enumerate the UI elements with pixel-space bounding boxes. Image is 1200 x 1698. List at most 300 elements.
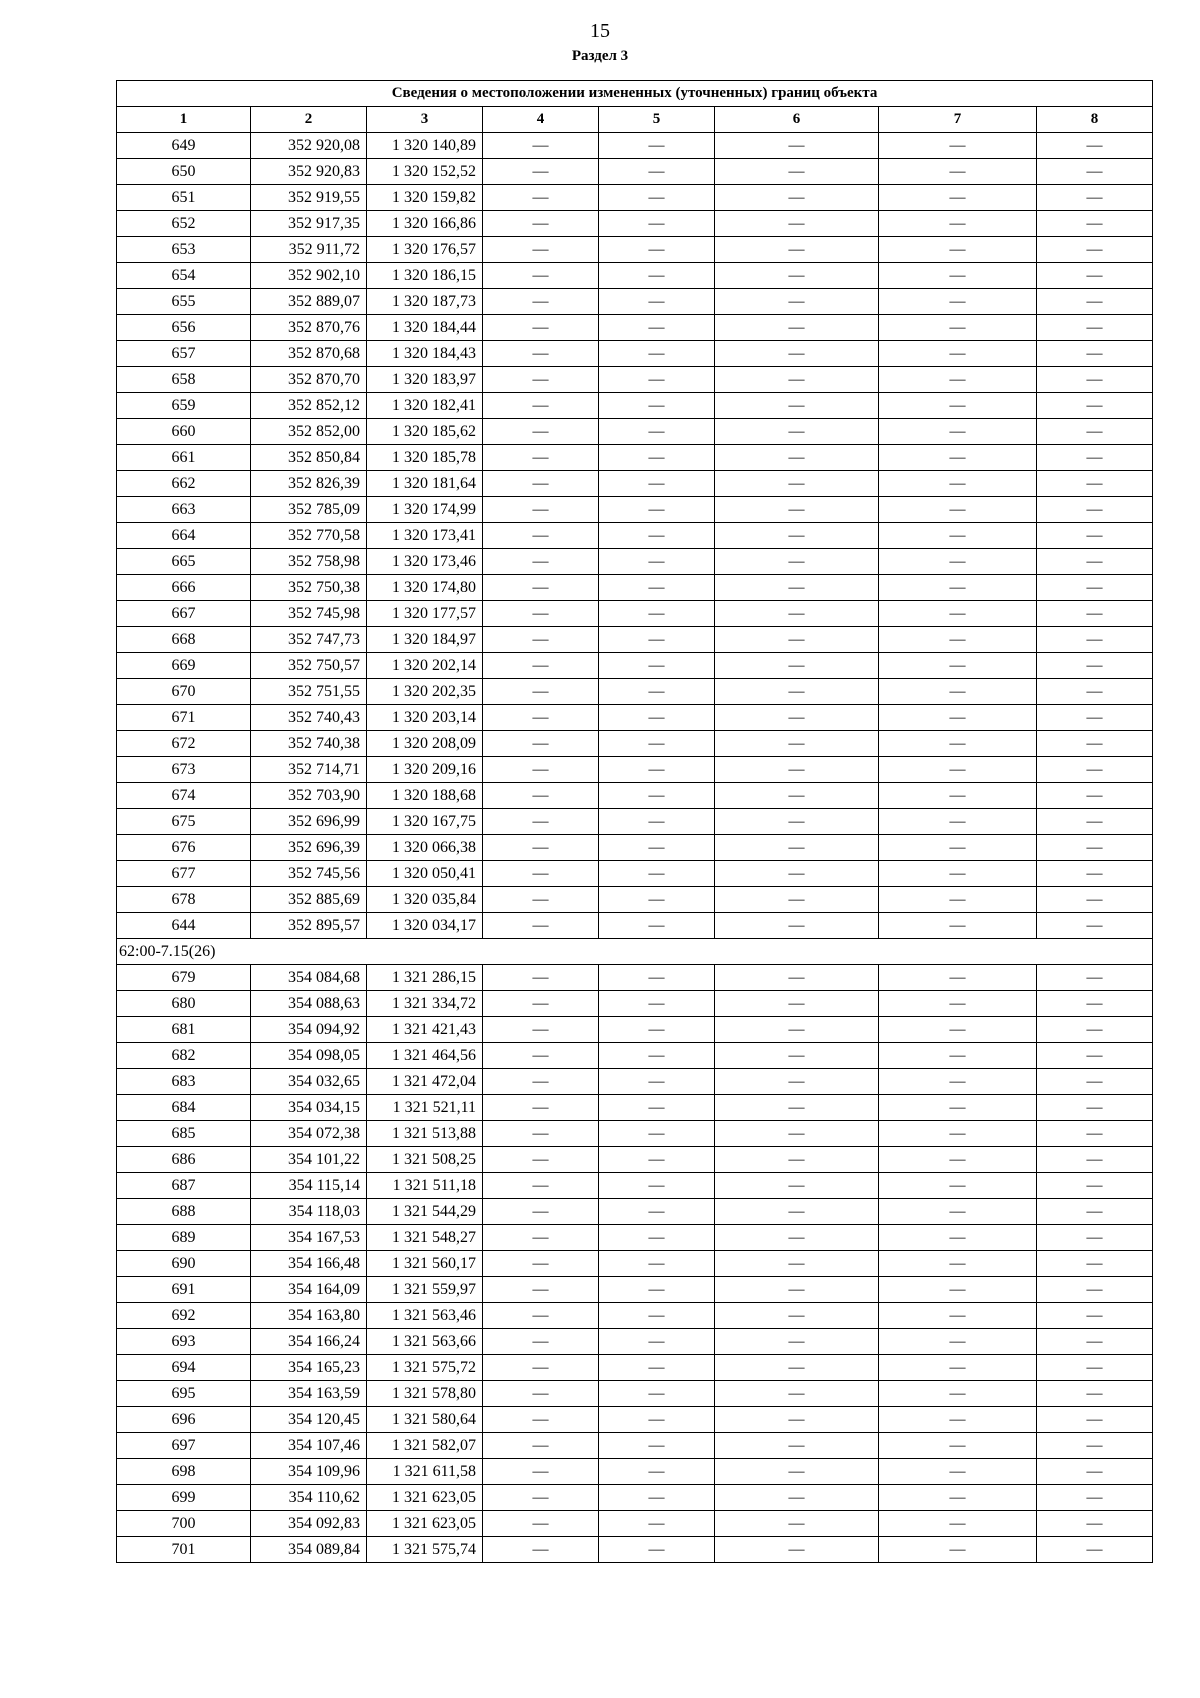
dash-cell: — (483, 679, 599, 705)
y-coordinate-cell: 1 320 050,41 (367, 861, 483, 887)
dash-cell: — (879, 237, 1037, 263)
dash-cell: — (715, 1355, 879, 1381)
dash-cell: — (483, 809, 599, 835)
dash-cell: — (599, 289, 715, 315)
point-number-cell: 662 (117, 471, 251, 497)
y-coordinate-cell: 1 320 140,89 (367, 133, 483, 159)
dash-cell: — (483, 1277, 599, 1303)
dash-cell: — (1037, 1407, 1153, 1433)
point-number-cell: 653 (117, 237, 251, 263)
x-coordinate-cell: 352 870,76 (251, 315, 367, 341)
x-coordinate-cell: 354 098,05 (251, 1043, 367, 1069)
x-coordinate-cell: 352 750,38 (251, 575, 367, 601)
dash-cell: — (599, 1017, 715, 1043)
y-coordinate-cell: 1 320 202,14 (367, 653, 483, 679)
table-row (117, 315, 1153, 341)
dash-cell: — (483, 1199, 599, 1225)
point-number-cell: 660 (117, 419, 251, 445)
dash-cell: — (483, 1537, 599, 1563)
dash-cell: — (715, 1095, 879, 1121)
table-row (117, 1251, 1153, 1277)
x-coordinate-cell: 352 919,55 (251, 185, 367, 211)
dash-cell: — (1037, 575, 1153, 601)
dash-cell: — (879, 1511, 1037, 1537)
dash-cell: — (879, 627, 1037, 653)
point-number-cell: 680 (117, 991, 251, 1017)
dash-cell: — (483, 523, 599, 549)
dash-cell: — (715, 1407, 879, 1433)
dash-cell: — (715, 1069, 879, 1095)
x-coordinate-cell: 354 072,38 (251, 1121, 367, 1147)
dash-cell: — (879, 1277, 1037, 1303)
y-coordinate-cell: 1 320 185,78 (367, 445, 483, 471)
y-coordinate-cell: 1 320 174,80 (367, 575, 483, 601)
dash-cell: — (879, 1199, 1037, 1225)
dash-cell: — (483, 757, 599, 783)
x-coordinate-cell: 354 115,14 (251, 1173, 367, 1199)
dash-cell: — (483, 1069, 599, 1095)
dash-cell: — (483, 315, 599, 341)
dash-cell: — (1037, 1303, 1153, 1329)
table-row (117, 1095, 1153, 1121)
dash-cell: — (483, 133, 599, 159)
point-number-cell: 696 (117, 1407, 251, 1433)
dash-cell: — (1037, 263, 1153, 289)
dash-cell: — (1037, 1069, 1153, 1095)
dash-cell: — (599, 809, 715, 835)
dash-cell: — (1037, 835, 1153, 861)
dash-cell: — (599, 1459, 715, 1485)
dash-cell: — (879, 835, 1037, 861)
dash-cell: — (483, 601, 599, 627)
y-coordinate-cell: 1 321 560,17 (367, 1251, 483, 1277)
dash-cell: — (1037, 1381, 1153, 1407)
dash-cell: — (483, 367, 599, 393)
dash-cell: — (599, 1303, 715, 1329)
dash-cell: — (715, 1277, 879, 1303)
dash-cell: — (715, 237, 879, 263)
dash-cell: — (715, 393, 879, 419)
x-coordinate-cell: 354 163,59 (251, 1381, 367, 1407)
x-coordinate-cell: 352 850,84 (251, 445, 367, 471)
table-row (117, 1355, 1153, 1381)
table-row (117, 1199, 1153, 1225)
dash-cell: — (1037, 419, 1153, 445)
dash-cell: — (1037, 237, 1153, 263)
table-row (117, 809, 1153, 835)
point-number-cell: 682 (117, 1043, 251, 1069)
y-coordinate-cell: 1 321 548,27 (367, 1225, 483, 1251)
dash-cell: — (599, 679, 715, 705)
table-row (117, 783, 1153, 809)
point-number-cell: 654 (117, 263, 251, 289)
dash-cell: — (1037, 211, 1153, 237)
x-coordinate-cell: 352 770,58 (251, 523, 367, 549)
y-coordinate-cell: 1 320 176,57 (367, 237, 483, 263)
dash-cell: — (1037, 133, 1153, 159)
dash-cell: — (483, 289, 599, 315)
dash-cell: — (879, 549, 1037, 575)
x-coordinate-cell: 352 785,09 (251, 497, 367, 523)
dash-cell: — (879, 1355, 1037, 1381)
dash-cell: — (599, 1251, 715, 1277)
dash-cell: — (715, 1225, 879, 1251)
point-number-cell: 659 (117, 393, 251, 419)
dash-cell: — (483, 549, 599, 575)
dash-cell: — (1037, 1225, 1153, 1251)
table-row (117, 1329, 1153, 1355)
dash-cell: — (483, 1043, 599, 1069)
x-coordinate-cell: 354 089,84 (251, 1537, 367, 1563)
dash-cell: — (483, 419, 599, 445)
dash-cell: — (879, 1303, 1037, 1329)
dash-cell: — (715, 913, 879, 939)
section-row (117, 939, 1153, 965)
dash-cell: — (483, 393, 599, 419)
y-coordinate-cell: 1 321 575,74 (367, 1537, 483, 1563)
dash-cell: — (483, 1329, 599, 1355)
x-coordinate-cell: 352 870,68 (251, 341, 367, 367)
table-row (117, 341, 1153, 367)
dash-cell: — (1037, 549, 1153, 575)
dash-cell: — (1037, 731, 1153, 757)
dash-cell: — (879, 367, 1037, 393)
point-number-cell: 676 (117, 835, 251, 861)
dash-cell: — (879, 1173, 1037, 1199)
table-row (117, 367, 1153, 393)
point-number-cell: 655 (117, 289, 251, 315)
dash-cell: — (1037, 497, 1153, 523)
y-coordinate-cell: 1 320 152,52 (367, 159, 483, 185)
dash-cell: — (1037, 601, 1153, 627)
y-coordinate-cell: 1 320 188,68 (367, 783, 483, 809)
dash-cell: — (483, 731, 599, 757)
y-coordinate-cell: 1 320 166,86 (367, 211, 483, 237)
dash-cell: — (879, 705, 1037, 731)
dash-cell: — (599, 627, 715, 653)
dash-cell: — (715, 523, 879, 549)
column-header: 4 (483, 107, 599, 133)
dash-cell: — (599, 991, 715, 1017)
table-row (117, 1225, 1153, 1251)
x-coordinate-cell: 352 745,56 (251, 861, 367, 887)
dash-cell: — (483, 159, 599, 185)
table-row (117, 289, 1153, 315)
x-coordinate-cell: 354 166,24 (251, 1329, 367, 1355)
x-coordinate-cell: 354 165,23 (251, 1355, 367, 1381)
point-number-cell: 687 (117, 1173, 251, 1199)
dash-cell: — (715, 627, 879, 653)
dash-cell: — (715, 705, 879, 731)
dash-cell: — (879, 419, 1037, 445)
table-row (117, 991, 1153, 1017)
table-title-row (117, 81, 1153, 107)
point-number-cell: 688 (117, 1199, 251, 1225)
dash-cell: — (879, 211, 1037, 237)
point-number-cell: 658 (117, 367, 251, 393)
table-row (117, 419, 1153, 445)
dash-cell: — (1037, 1173, 1153, 1199)
dash-cell: — (599, 1511, 715, 1537)
point-number-cell: 663 (117, 497, 251, 523)
table-row (117, 913, 1153, 939)
dash-cell: — (1037, 523, 1153, 549)
x-coordinate-cell: 352 902,10 (251, 263, 367, 289)
dash-cell: — (715, 575, 879, 601)
dash-cell: — (483, 1407, 599, 1433)
dash-cell: — (1037, 1251, 1153, 1277)
point-number-cell: 669 (117, 653, 251, 679)
dash-cell: — (715, 445, 879, 471)
dash-cell: — (483, 1381, 599, 1407)
dash-cell: — (483, 1225, 599, 1251)
point-number-cell: 657 (117, 341, 251, 367)
dash-cell: — (483, 1303, 599, 1329)
dash-cell: — (599, 757, 715, 783)
table-row (117, 133, 1153, 159)
dash-cell: — (483, 627, 599, 653)
dash-cell: — (599, 861, 715, 887)
dash-cell: — (1037, 1355, 1153, 1381)
y-coordinate-cell: 1 321 464,56 (367, 1043, 483, 1069)
column-header: 1 (117, 107, 251, 133)
dash-cell: — (715, 263, 879, 289)
x-coordinate-cell: 352 852,00 (251, 419, 367, 445)
point-number-cell: 681 (117, 1017, 251, 1043)
x-coordinate-cell: 354 032,65 (251, 1069, 367, 1095)
dash-cell: — (599, 887, 715, 913)
dash-cell: — (483, 861, 599, 887)
column-header: 2 (251, 107, 367, 133)
dash-cell: — (483, 705, 599, 731)
dash-cell: — (715, 341, 879, 367)
point-number-cell: 664 (117, 523, 251, 549)
dash-cell: — (483, 1121, 599, 1147)
dash-cell: — (1037, 679, 1153, 705)
dash-cell: — (1037, 705, 1153, 731)
dash-cell: — (879, 1433, 1037, 1459)
y-coordinate-cell: 1 321 623,05 (367, 1511, 483, 1537)
table-body (117, 133, 1153, 1563)
dash-cell: — (1037, 471, 1153, 497)
dash-cell: — (715, 653, 879, 679)
point-number-cell: 677 (117, 861, 251, 887)
x-coordinate-cell: 352 889,07 (251, 289, 367, 315)
point-number-cell: 671 (117, 705, 251, 731)
dash-cell: — (1037, 289, 1153, 315)
dash-cell: — (1037, 445, 1153, 471)
dash-cell: — (879, 1043, 1037, 1069)
dash-cell: — (715, 1173, 879, 1199)
dash-cell: — (715, 1147, 879, 1173)
dash-cell: — (715, 315, 879, 341)
x-coordinate-cell: 352 870,70 (251, 367, 367, 393)
dash-cell: — (879, 861, 1037, 887)
y-coordinate-cell: 1 320 159,82 (367, 185, 483, 211)
dash-cell: — (483, 1147, 599, 1173)
dash-cell: — (879, 1251, 1037, 1277)
x-coordinate-cell: 352 747,73 (251, 627, 367, 653)
x-coordinate-cell: 354 034,15 (251, 1095, 367, 1121)
table-row (117, 1485, 1153, 1511)
dash-cell: — (879, 575, 1037, 601)
dash-cell: — (715, 1537, 879, 1563)
coordinates-table (116, 80, 1153, 1563)
dash-cell: — (599, 1173, 715, 1199)
dash-cell: — (715, 1433, 879, 1459)
dash-cell: — (599, 341, 715, 367)
table-row (117, 185, 1153, 211)
dash-cell: — (879, 783, 1037, 809)
dash-cell: — (599, 1537, 715, 1563)
dash-cell: — (879, 1121, 1037, 1147)
dash-cell: — (879, 757, 1037, 783)
dash-cell: — (879, 1537, 1037, 1563)
dash-cell: — (483, 497, 599, 523)
point-number-cell: 699 (117, 1485, 251, 1511)
dash-cell: — (599, 159, 715, 185)
dash-cell: — (1037, 367, 1153, 393)
dash-cell: — (879, 1329, 1037, 1355)
point-number-cell: 649 (117, 133, 251, 159)
y-coordinate-cell: 1 321 563,46 (367, 1303, 483, 1329)
dash-cell: — (599, 1069, 715, 1095)
dash-cell: — (599, 1381, 715, 1407)
table-row (117, 705, 1153, 731)
dash-cell: — (715, 783, 879, 809)
point-number-cell: 650 (117, 159, 251, 185)
dash-cell: — (483, 965, 599, 991)
dash-cell: — (879, 1225, 1037, 1251)
dash-cell: — (599, 185, 715, 211)
dash-cell: — (715, 367, 879, 393)
y-coordinate-cell: 1 321 286,15 (367, 965, 483, 991)
dash-cell: — (1037, 1459, 1153, 1485)
dash-cell: — (1037, 861, 1153, 887)
dash-cell: — (1037, 653, 1153, 679)
column-header: 7 (879, 107, 1037, 133)
y-coordinate-cell: 1 321 513,88 (367, 1121, 483, 1147)
table-row (117, 523, 1153, 549)
x-coordinate-cell: 354 092,83 (251, 1511, 367, 1537)
dash-cell: — (599, 1485, 715, 1511)
x-coordinate-cell: 352 751,55 (251, 679, 367, 705)
dash-cell: — (483, 341, 599, 367)
dash-cell: — (483, 1355, 599, 1381)
dash-cell: — (715, 289, 879, 315)
point-number-cell: 683 (117, 1069, 251, 1095)
point-number-cell: 700 (117, 1511, 251, 1537)
dash-cell: — (483, 445, 599, 471)
x-coordinate-cell: 352 703,90 (251, 783, 367, 809)
table-row (117, 159, 1153, 185)
dash-cell: — (483, 1017, 599, 1043)
table-row (117, 601, 1153, 627)
dash-cell: — (599, 1407, 715, 1433)
table-row (117, 549, 1153, 575)
point-number-cell: 684 (117, 1095, 251, 1121)
table-row (117, 445, 1153, 471)
dash-cell: — (599, 1095, 715, 1121)
dash-cell: — (483, 1485, 599, 1511)
dash-cell: — (715, 679, 879, 705)
table-row (117, 653, 1153, 679)
dash-cell: — (715, 757, 879, 783)
x-coordinate-cell: 354 094,92 (251, 1017, 367, 1043)
dash-cell: — (879, 965, 1037, 991)
dash-cell: — (1037, 783, 1153, 809)
table-row (117, 1147, 1153, 1173)
dash-cell: — (1037, 1329, 1153, 1355)
dash-cell: — (715, 991, 879, 1017)
point-number-cell: 672 (117, 731, 251, 757)
dash-cell: — (879, 913, 1037, 939)
dash-cell: — (715, 1017, 879, 1043)
dash-cell: — (483, 913, 599, 939)
dash-cell: — (483, 1459, 599, 1485)
y-coordinate-cell: 1 320 183,97 (367, 367, 483, 393)
dash-cell: — (715, 1121, 879, 1147)
x-coordinate-cell: 352 852,12 (251, 393, 367, 419)
dash-cell: — (879, 1381, 1037, 1407)
dash-cell: — (599, 1355, 715, 1381)
table-row (117, 1173, 1153, 1199)
table-row (117, 887, 1153, 913)
dash-cell: — (483, 835, 599, 861)
dash-cell: — (1037, 159, 1153, 185)
y-coordinate-cell: 1 320 186,15 (367, 263, 483, 289)
dash-cell: — (483, 1173, 599, 1199)
point-number-cell: 690 (117, 1251, 251, 1277)
dash-cell: — (1037, 1147, 1153, 1173)
dash-cell: — (879, 601, 1037, 627)
dash-cell: — (879, 471, 1037, 497)
y-coordinate-cell: 1 320 209,16 (367, 757, 483, 783)
dash-cell: — (879, 731, 1037, 757)
point-number-cell: 694 (117, 1355, 251, 1381)
y-coordinate-cell: 1 321 563,66 (367, 1329, 483, 1355)
dash-cell: — (1037, 1433, 1153, 1459)
table-row (117, 263, 1153, 289)
dash-cell: — (1037, 1537, 1153, 1563)
table-row (117, 1017, 1153, 1043)
table-row (117, 1433, 1153, 1459)
point-number-cell: 701 (117, 1537, 251, 1563)
dash-cell: — (715, 159, 879, 185)
dash-cell: — (599, 1147, 715, 1173)
dash-cell: — (599, 523, 715, 549)
dash-cell: — (879, 1095, 1037, 1121)
page-number: 15 (590, 20, 610, 42)
table-row (117, 1381, 1153, 1407)
dash-cell: — (879, 185, 1037, 211)
x-coordinate-cell: 354 101,22 (251, 1147, 367, 1173)
dash-cell: — (483, 575, 599, 601)
dash-cell: — (1037, 887, 1153, 913)
dash-cell: — (715, 809, 879, 835)
dash-cell: — (599, 445, 715, 471)
point-number-cell: 673 (117, 757, 251, 783)
y-coordinate-cell: 1 321 511,18 (367, 1173, 483, 1199)
dash-cell: — (715, 1303, 879, 1329)
dash-cell: — (879, 1017, 1037, 1043)
y-coordinate-cell: 1 320 187,73 (367, 289, 483, 315)
point-number-cell: 675 (117, 809, 251, 835)
dash-cell: — (599, 575, 715, 601)
section-label: Раздел 3 (571, 48, 629, 64)
dash-cell: — (715, 1381, 879, 1407)
table-row (117, 1459, 1153, 1485)
